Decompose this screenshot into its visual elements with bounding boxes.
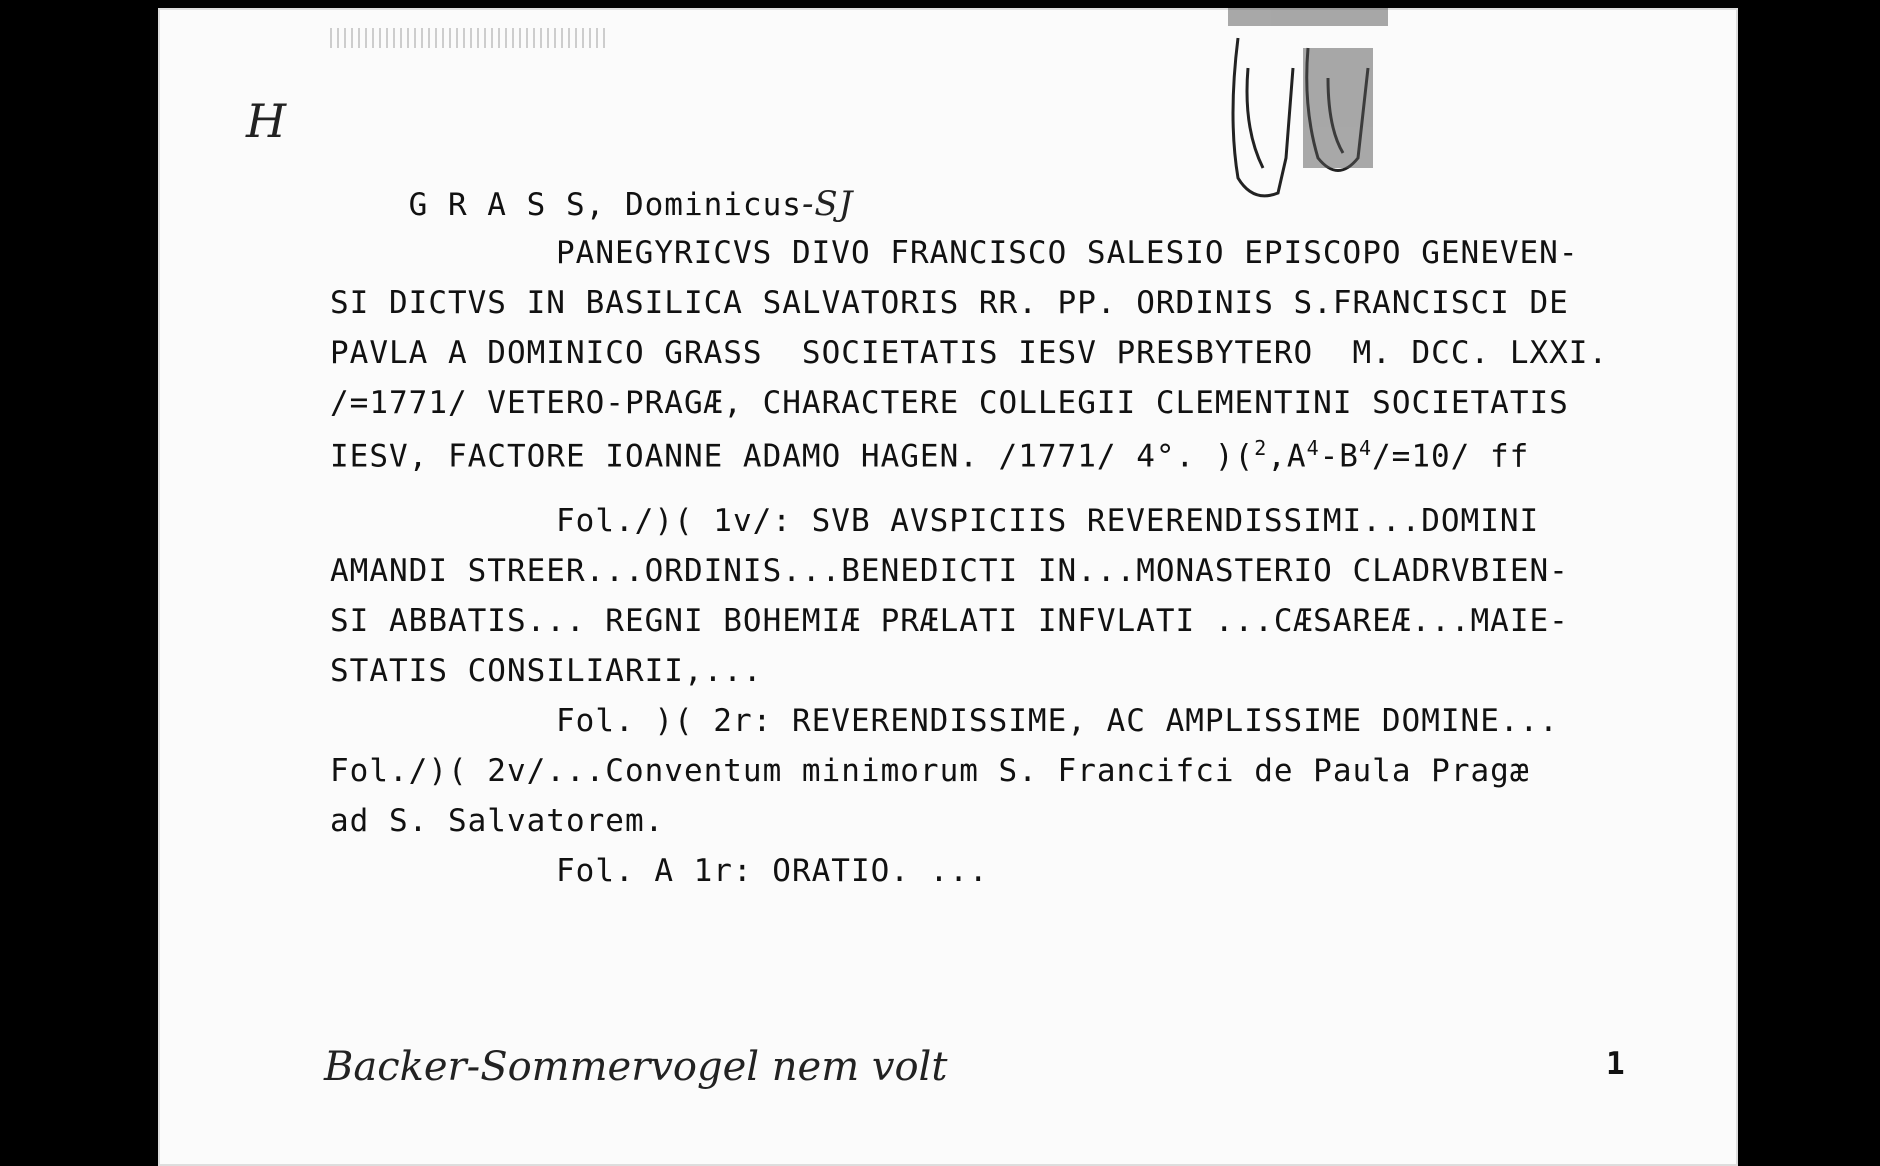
note-line: Fol. )( 2r: REVERENDISSIME, AC AMPLISSIME DOMINE... [556, 703, 1559, 739]
imprint-text: IESV, FACTORE IOANNE ADAMO HAGEN. /1771/ 4°. )( [330, 438, 1255, 475]
imprint-line [330, 436, 1530, 475]
note-line: Fol./)( 1v/: SVB AVSPICIIS REVERENDISSIMI...DOMINI [556, 503, 1540, 539]
imprint-sup: 2 [1254, 436, 1268, 460]
imprint-sup: 4 [1358, 436, 1372, 460]
handwritten-note: Backer-Sommervogel nem volt [324, 1044, 948, 1090]
title-line: SI DICTVS IN BASILICA SALVATORIS RR. PP. ORDINIS S.FRANCISCI DE [330, 285, 1569, 321]
imprint-text: -B [1319, 438, 1359, 475]
title-line: /=1771/ VETERO-PRAGÆ, CHARACTERE COLLEGII CLEMENTINI SOCIETATIS [330, 385, 1569, 421]
note-line: Fol./)( 2v/...Conventum minimorum S. Francifci de Paula Pragæ [330, 753, 1530, 789]
imprint-text: /=10/ ff [1372, 438, 1530, 475]
author-name: G R A S S, Dominicus [408, 187, 802, 223]
catalog-card [158, 8, 1738, 1166]
title-line: PANEGYRICVS DIVO FRANCISCO SALESIO EPISCOPO GENEVEN- [556, 235, 1579, 271]
note-line: AMANDI STREER...ORDINIS...BENEDICTI IN...MONASTERIO CLADRVBIEN- [330, 553, 1569, 589]
corner-mark: H [246, 94, 287, 148]
imprint-text: ,A [1267, 438, 1307, 475]
card-number: 1 [1606, 1046, 1625, 1082]
imprint-sup: 4 [1306, 436, 1320, 460]
note-line: SI ABBATIS... REGNI BOHEMIÆ PRÆLATI INFVLATI ...CÆSAREÆ...MAIE- [330, 603, 1569, 639]
note-line: ad S. Salvatorem. [330, 803, 665, 839]
scan-noise [330, 28, 610, 48]
note-line: Fol. A 1r: ORATIO. ... [556, 853, 989, 889]
title-line: PAVLA A DOMINICO GRASS SOCIETATIS IESV PRESBYTERO M. DCC. LXXI. [330, 335, 1609, 371]
note-line: STATIS CONSILIARII,... [330, 653, 763, 689]
finger-smudge [1168, 8, 1408, 208]
heading-annotation: -SJ [801, 184, 854, 224]
